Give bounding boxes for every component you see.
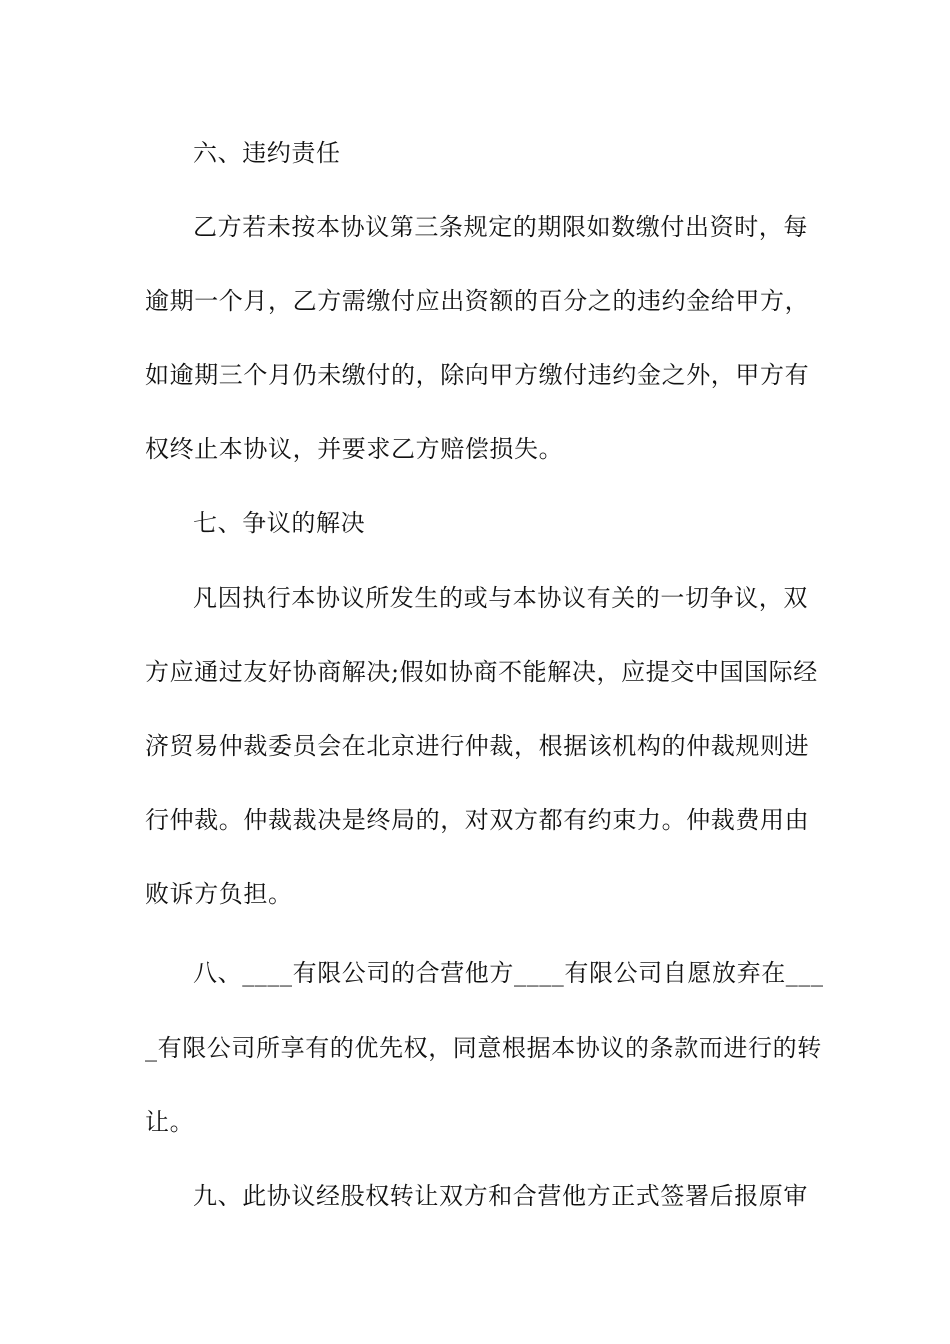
paragraph-line: 让。 xyxy=(145,1108,195,1136)
clause-eight-line: 八、____有限公司的合营他方____有限公司自愿放弃在___ xyxy=(193,959,824,987)
paragraph-line: 凡因执行本协议所发生的或与本协议有关的一切争议，双 xyxy=(193,584,808,612)
paragraph-line: 济贸易仲裁委员会在北京进行仲裁，根据该机构的仲裁规则进 xyxy=(145,732,810,760)
paragraph-line: 权终止本协议，并要求乙方赔偿损失。 xyxy=(145,435,564,463)
paragraph-line: 行仲裁。仲裁裁决是终局的，对双方都有约束力。仲裁费用由 xyxy=(145,806,810,834)
paragraph-line: 逾期一个月，乙方需缴付应出资额的百分之的违约金给甲方， xyxy=(145,287,810,315)
paragraph-line: 如逾期三个月仍未缴付的，除向甲方缴付违约金之外，甲方有 xyxy=(145,361,810,389)
paragraph-line: 败诉方负担。 xyxy=(145,880,293,908)
clause-nine-line: 九、此协议经股权转让双方和合营他方正式签署后报原审 xyxy=(193,1182,808,1210)
paragraph-line: 乙方若未按本协议第三条规定的期限如数缴付出资时，每 xyxy=(193,213,808,241)
heading-breach-liability: 六、违约责任 xyxy=(193,139,341,167)
paragraph-line: _有限公司所享有的优先权，同意根据本协议的条款而进行的转 xyxy=(145,1034,822,1062)
paragraph-line: 方应通过友好协商解决;假如协商不能解决，应提交中国国际经 xyxy=(145,658,818,686)
heading-dispute-resolution: 七、争议的解决 xyxy=(193,509,366,537)
